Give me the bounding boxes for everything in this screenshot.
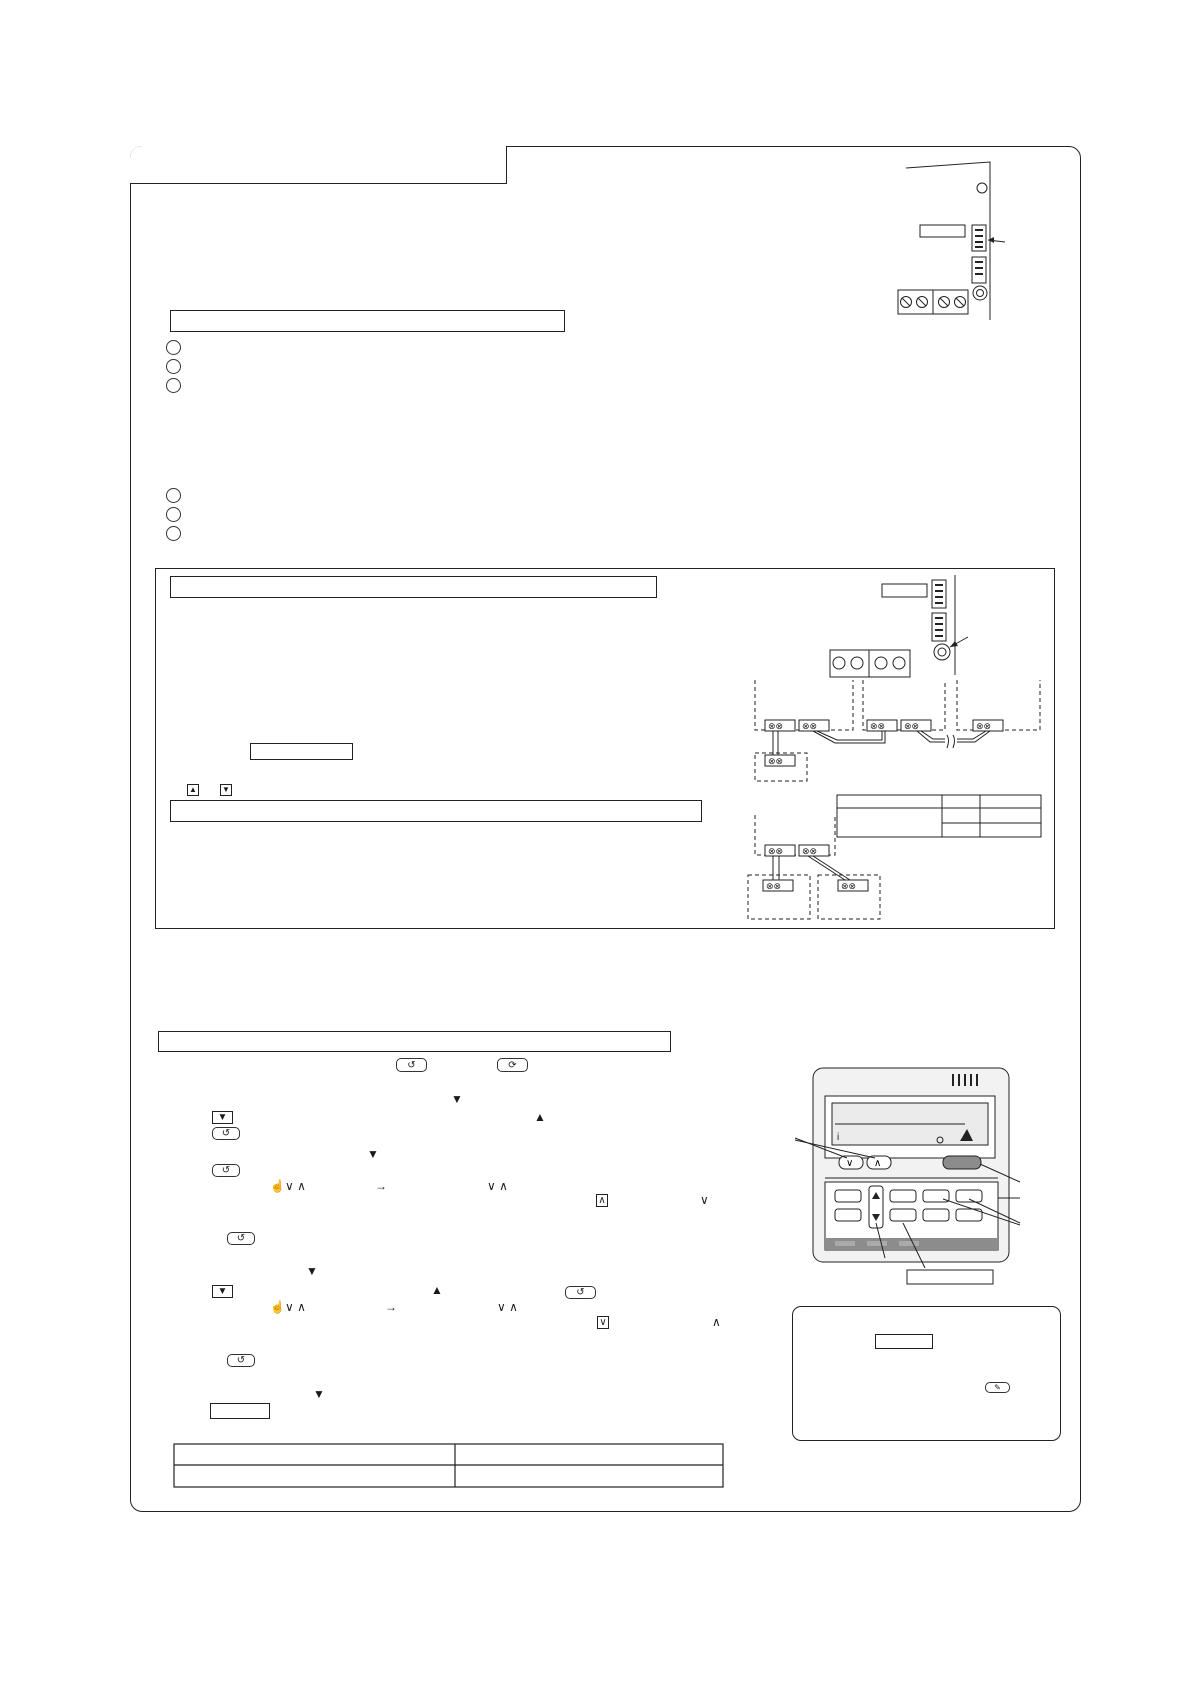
arrow-right-icon: → bbox=[375, 1179, 387, 1193]
triangle-down-button: ▼ bbox=[212, 1111, 233, 1124]
step-number-4 bbox=[166, 488, 181, 503]
pcb-diagram-inner bbox=[820, 575, 970, 680]
step-number-2 bbox=[166, 359, 181, 374]
svg-text:⊗⊗: ⊗⊗ bbox=[768, 722, 784, 732]
svg-text:∨: ∨ bbox=[846, 1158, 854, 1169]
caret-pair: ∨ ∧ bbox=[497, 1300, 518, 1314]
svg-text:∧: ∧ bbox=[874, 1158, 882, 1169]
triangle-down-icon: ▼ bbox=[220, 784, 232, 796]
circle-arrow-button: ↺ bbox=[212, 1127, 240, 1140]
hand-caret-text: ☝∨ ∧ bbox=[270, 1179, 306, 1193]
wiring-diagram-multi bbox=[745, 680, 1045, 785]
hat-caret-mark: ∧ bbox=[712, 1315, 721, 1329]
v-caret-box: ∨ bbox=[597, 1316, 609, 1329]
svg-text:⊗⊗: ⊗⊗ bbox=[768, 757, 784, 767]
wiring-diagram-group bbox=[745, 815, 885, 920]
caret-pair: ∨ ∧ bbox=[487, 1179, 508, 1193]
triangle-down-button: ▼ bbox=[212, 1285, 233, 1298]
info-mark: i bbox=[837, 1132, 840, 1143]
svg-text:⊗⊗: ⊗⊗ bbox=[766, 882, 782, 892]
inner-heading-2 bbox=[170, 800, 702, 822]
hand-icon: ☝ bbox=[270, 1300, 285, 1314]
v-caret-mark: ∨ bbox=[700, 1193, 709, 1207]
hand-icon: ☝ bbox=[270, 1179, 285, 1193]
triangle-down-icon: ▼ bbox=[306, 1264, 318, 1278]
pencil-button bbox=[985, 1382, 1010, 1393]
svg-text:⊗⊗: ⊗⊗ bbox=[904, 722, 920, 732]
triangle-down-icon: ▼ bbox=[313, 1387, 325, 1401]
inner-heading-1 bbox=[170, 576, 657, 598]
fan-button: ⟳ bbox=[497, 1058, 528, 1072]
svg-text:⊗⊗: ⊗⊗ bbox=[802, 722, 818, 732]
svg-text:⊗⊗: ⊗⊗ bbox=[870, 722, 886, 732]
section-title-tab bbox=[130, 146, 507, 184]
circle-arrow-button: ↺ bbox=[227, 1354, 255, 1367]
bottom-table bbox=[174, 1444, 724, 1489]
pcb-diagram-top bbox=[890, 160, 1000, 330]
step-number-5 bbox=[166, 507, 181, 522]
arrow-right-icon: → bbox=[385, 1300, 397, 1314]
step-number-1 bbox=[166, 340, 181, 355]
hat-caret-box: ∧ bbox=[596, 1194, 608, 1207]
circle-arrow-button: ↺ bbox=[396, 1058, 427, 1072]
circle-arrow-button: ↺ bbox=[212, 1164, 240, 1177]
triangle-down-icon: ▼ bbox=[367, 1147, 379, 1161]
step-number-6 bbox=[166, 526, 181, 541]
hand-caret-text: ☝∨ ∧ bbox=[270, 1300, 306, 1314]
triangle-up-icon: ▲ bbox=[534, 1110, 546, 1124]
svg-text:⊗⊗: ⊗⊗ bbox=[802, 847, 818, 857]
svg-text:⊗⊗: ⊗⊗ bbox=[976, 722, 992, 732]
circle-arrow-button: ↺ bbox=[565, 1286, 596, 1299]
remote-controller bbox=[795, 1068, 1020, 1300]
inline-label-box bbox=[210, 1403, 270, 1419]
subsection-heading-1 bbox=[170, 310, 565, 332]
triangle-down-icon: ▼ bbox=[451, 1092, 463, 1106]
svg-text:⊗⊗: ⊗⊗ bbox=[841, 882, 857, 892]
svg-text:⊗⊗: ⊗⊗ bbox=[768, 847, 784, 857]
triangle-up-icon: ▲ bbox=[187, 784, 199, 796]
pencil-icon: ✎ bbox=[994, 1383, 1001, 1392]
note-box bbox=[792, 1306, 1061, 1441]
note-label-box bbox=[875, 1334, 933, 1349]
inline-label-box bbox=[250, 743, 353, 760]
step-number-3 bbox=[166, 378, 181, 393]
bottom-section-heading bbox=[158, 1031, 671, 1052]
circle-arrow-button: ↺ bbox=[227, 1232, 255, 1245]
triangle-up-icon: ▲ bbox=[431, 1283, 443, 1297]
